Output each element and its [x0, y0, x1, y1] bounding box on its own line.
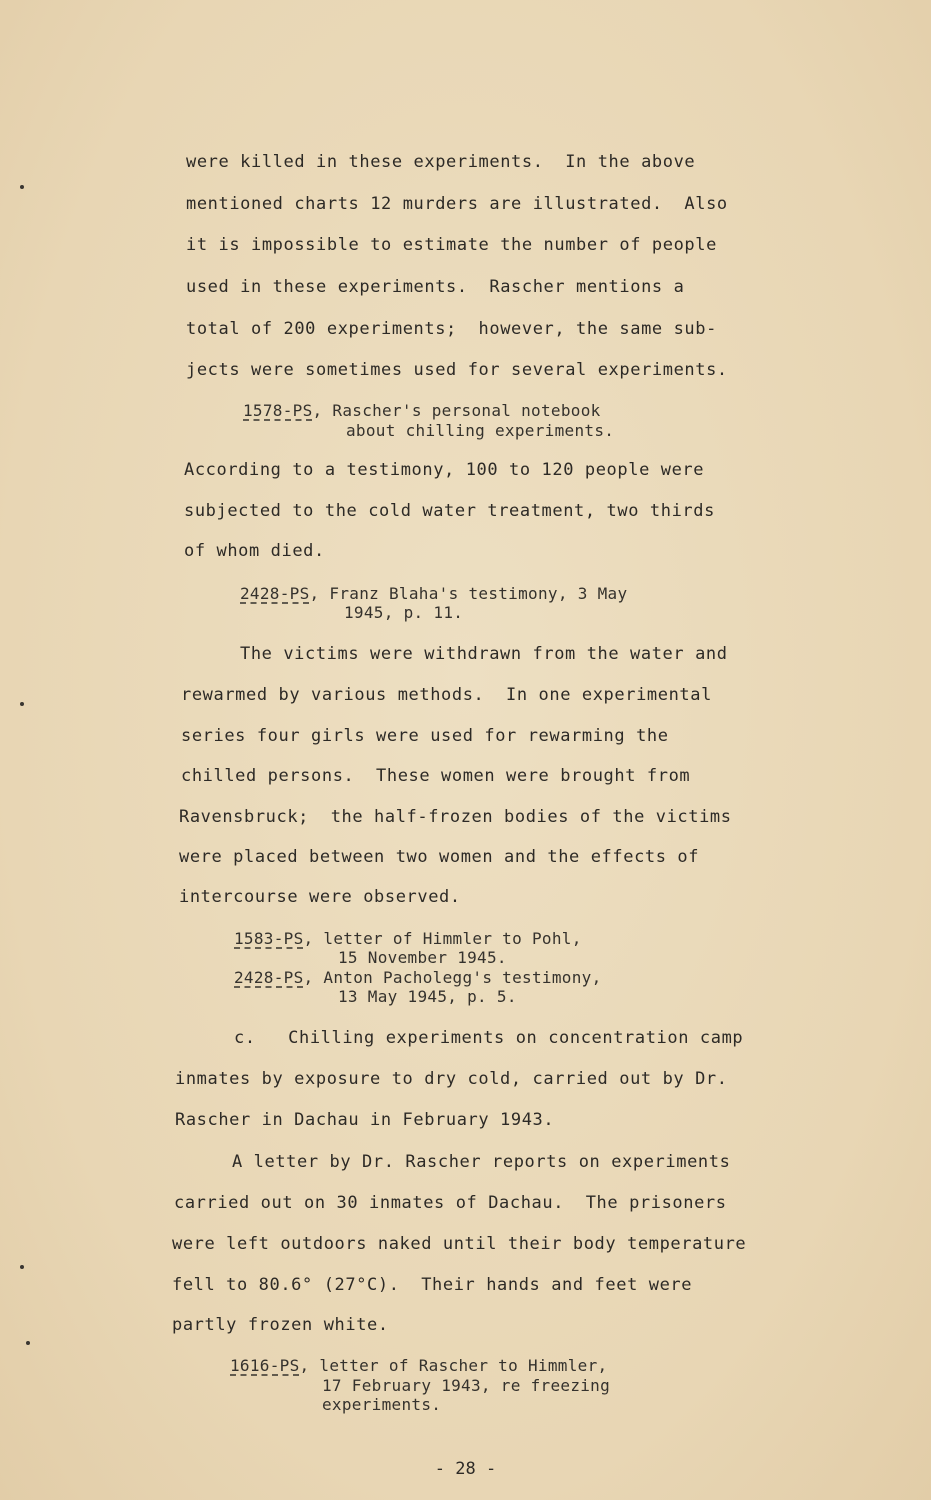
citation-continued: experiments. [322, 1395, 442, 1414]
body-line: Rascher in Dachau in February 1943. [175, 1110, 555, 1130]
citation-text: , Rascher's personal notebook [312, 401, 601, 420]
citation-ref: 1578-PS [243, 401, 313, 420]
body-line: fell to 80.6° (27°C). Their hands and feet were [172, 1275, 693, 1295]
body-line: were placed between two women and the effects of [179, 847, 700, 867]
body-line: of whom died. [184, 541, 325, 561]
citation-ref: 1616-PS [230, 1356, 300, 1375]
body-line: intercourse were observed. [179, 887, 461, 907]
margin-speck [26, 1341, 30, 1345]
citation-continued: 13 May 1945, p. 5. [338, 987, 517, 1006]
body-line: were left outdoors naked until their body temperature [172, 1234, 747, 1254]
margin-speck [20, 185, 24, 189]
citation-ref: 2428-PS [234, 968, 304, 987]
body-line: used in these experiments. Rascher mentions a [186, 277, 685, 297]
body-line: carried out on 30 inmates of Dachau. The prisoners [174, 1193, 727, 1213]
citation-ref: 2428-PS [240, 584, 310, 603]
citation-text: , Franz Blaha's testimony, 3 May [309, 584, 628, 603]
body-line: subjected to the cold water treatment, two thirds [184, 501, 715, 521]
citation-continued: 17 February 1943, re freezing [322, 1376, 611, 1395]
body-line: series four girls were used for rewarming the [181, 726, 669, 746]
body-line: partly frozen white. [172, 1315, 389, 1335]
body-line: c. Chilling experiments on concentration camp [234, 1028, 744, 1048]
body-line: jects were sometimes used for several experiments. [186, 360, 728, 380]
body-line: rewarmed by various methods. In one experimental [181, 685, 712, 705]
body-line: total of 200 experiments; however, the same sub- [186, 319, 717, 339]
body-line: chilled persons. These women were brought from [181, 766, 691, 786]
body-line: it is impossible to estimate the number of people [186, 235, 717, 255]
citation-continued: 15 November 1945. [338, 948, 507, 967]
citation-ref: 1583-PS [234, 929, 304, 948]
body-line: were killed in these experiments. In the above [186, 152, 696, 172]
citation-text: , letter of Himmler to Pohl, [303, 929, 582, 948]
citation [230, 1356, 607, 1375]
citation [234, 968, 602, 987]
margin-speck [20, 1265, 24, 1269]
body-line: inmates by exposure to dry cold, carried out by Dr. [175, 1069, 728, 1089]
citation-text: , letter of Rascher to Himmler, [299, 1356, 608, 1375]
body-line: Ravensbruck; the half-frozen bodies of the victims [179, 807, 732, 827]
page-number: - 28 - [434, 1459, 497, 1479]
citation [240, 584, 627, 603]
body-line: The victims were withdrawn from the water and [240, 644, 728, 664]
body-line: According to a testimony, 100 to 120 people were [184, 460, 705, 480]
body-line: mentioned charts 12 murders are illustrated. Also [186, 194, 728, 214]
citation-continued: 1945, p. 11. [344, 603, 464, 622]
citation [234, 929, 582, 948]
citation-continued: about chilling experiments. [346, 421, 615, 440]
body-line: A letter by Dr. Rascher reports on experiments [232, 1152, 731, 1172]
citation [243, 401, 601, 420]
citation-text: , Anton Pacholegg's testimony, [303, 968, 602, 987]
margin-speck [20, 702, 24, 706]
